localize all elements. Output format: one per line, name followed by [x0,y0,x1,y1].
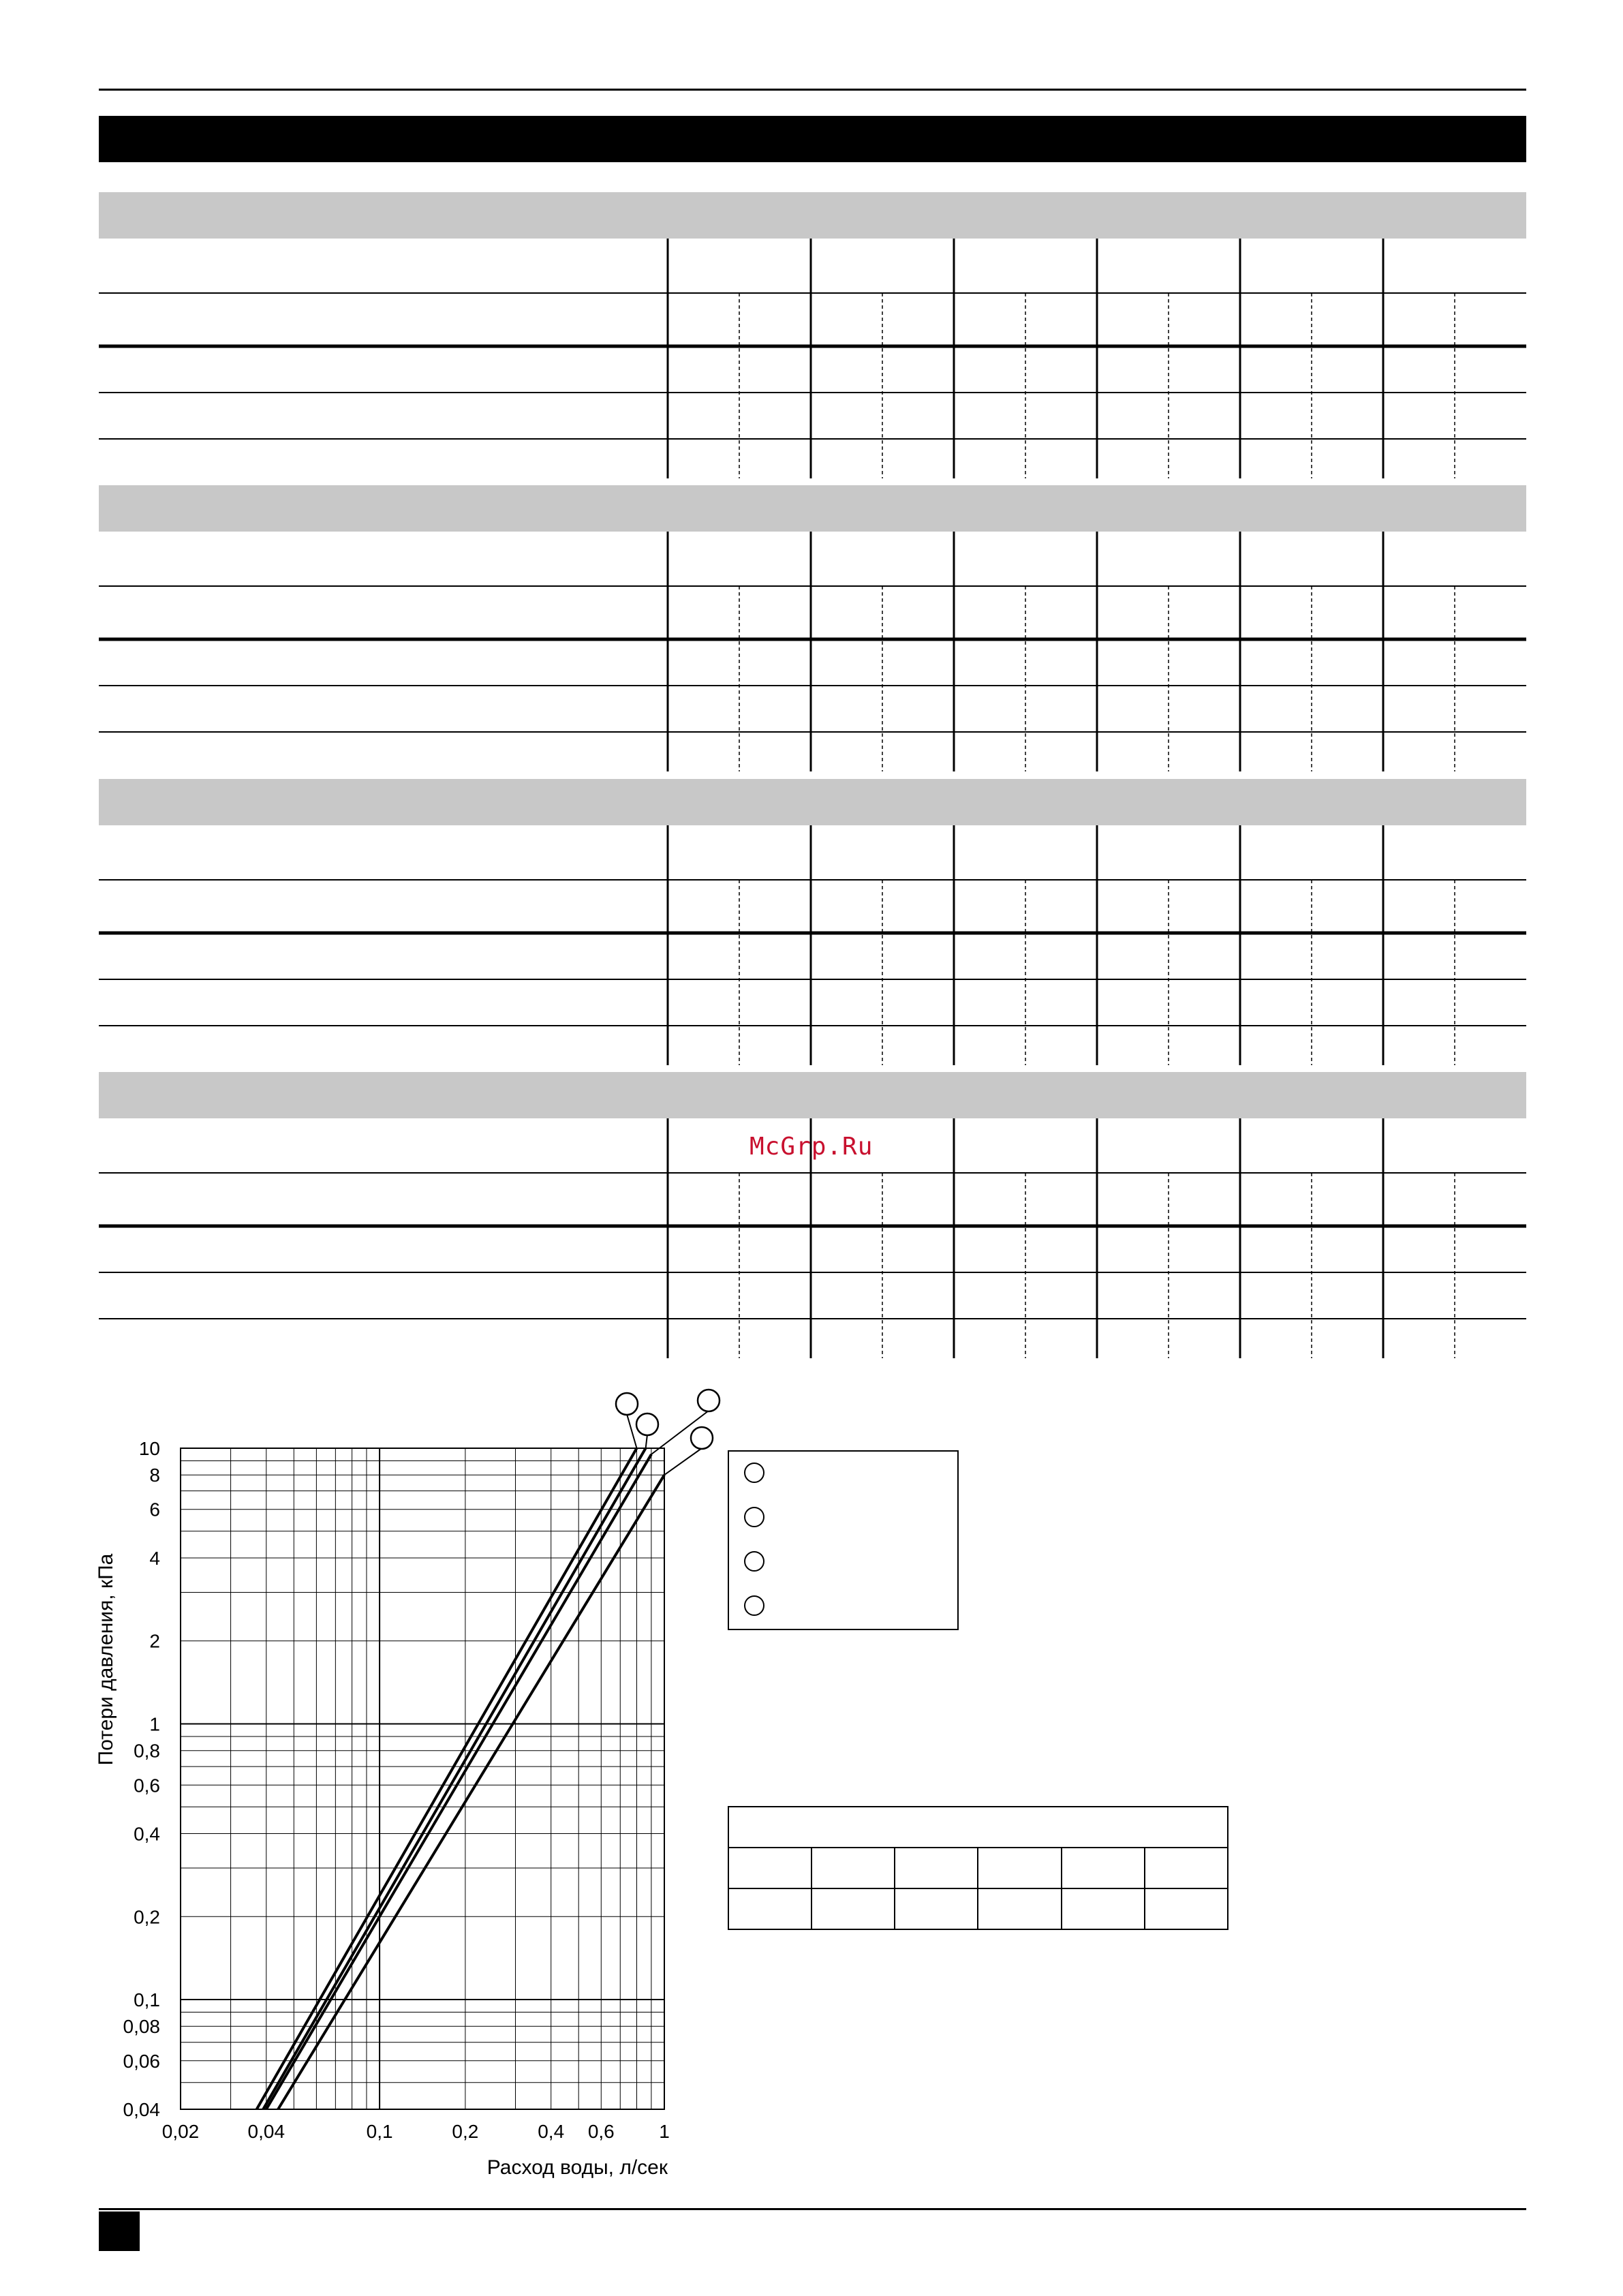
spec-table-section-3 [99,779,1526,1065]
x-tick-label: 0,6 [587,2121,615,2142]
series-line-1 [257,1448,637,2109]
x-tick-label: 1 [659,2121,670,2142]
legend-box [728,1450,959,1630]
x-tick-labels [162,2121,670,2142]
y-tick-label: 4 [149,1547,160,1569]
y-tick-labels [123,1438,161,2120]
y-tick-label: 0,04 [123,2099,160,2120]
y-axis-title: Потери давления, кПа [95,1553,117,1766]
y-tick-label: 10 [138,1438,160,1459]
title-bar [99,116,1526,162]
watermark-text: McGrp.Ru [749,1133,874,1161]
legend-marker-2 [744,1507,764,1527]
legend-marker-4 [744,1595,764,1616]
series-line-4 [278,1475,664,2109]
small-data-table [728,1806,1228,1930]
y-tick-label: 1 [149,1713,160,1735]
small-table-cell [978,1888,1061,1929]
small-table-cell [1145,1848,1228,1888]
small-table-cell [728,1888,812,1929]
small-table-row [728,1888,1228,1929]
x-tick-label: 0,2 [452,2121,479,2142]
curve-marker-circle-2 [636,1413,658,1435]
small-table-cell [895,1888,978,1929]
legend-marker-1 [744,1463,764,1483]
y-tick-label: 2 [149,1630,160,1652]
series-line-2 [263,1448,645,2109]
section-header-band [99,779,1526,825]
chart-grid [181,1448,664,2109]
small-table-header-cell [728,1807,1228,1848]
small-table-cell [978,1848,1061,1888]
plot-frame [181,1448,664,2109]
x-tick-label: 0,04 [247,2121,285,2142]
y-tick-label: 0,08 [123,2016,160,2038]
x-tick-label: 0,4 [538,2121,565,2142]
y-tick-label: 0,06 [123,2050,160,2072]
small-table-row [728,1848,1228,1888]
spec-table-section-4 [99,1072,1526,1358]
small-table-cell [1062,1848,1145,1888]
legend-marker-3 [744,1551,764,1572]
curve-marker-leader-1 [627,1414,637,1448]
y-tick-label: 0,8 [134,1740,160,1762]
chart-curve-markers [616,1390,720,1475]
section-header-band [99,485,1526,532]
section-header-band [99,1072,1526,1118]
spec-table-section-2 [99,485,1526,771]
y-tick-label: 0,2 [134,1906,160,1928]
x-axis-title: Расход воды, л/сек [486,2156,668,2179]
small-table-cell [812,1888,895,1929]
small-table-cell [895,1848,978,1888]
chart-series [257,1448,664,2109]
chart-svg [0,1370,749,2188]
y-tick-label: 8 [149,1465,160,1486]
x-tick-label: 0,1 [366,2121,393,2142]
curve-marker-leader-2 [646,1435,647,1448]
bottom-rule [99,2208,1526,2210]
pressure-loss-chart [0,1370,749,2188]
y-tick-label: 0,4 [134,1823,160,1845]
small-table-cell [1145,1888,1228,1929]
page-number-marker [99,2211,140,2251]
spec-table-section-1 [99,192,1526,478]
small-table-header-row [728,1807,1228,1848]
small-table-cell [1062,1888,1145,1929]
section-header-band [99,192,1526,239]
y-tick-label: 0,6 [134,1775,160,1796]
curve-marker-leader-4 [664,1448,702,1475]
series-line-3 [266,1454,651,2109]
curve-marker-circle-4 [691,1427,713,1449]
y-tick-label: 0,1 [134,1989,160,2011]
curve-marker-circle-1 [616,1393,638,1415]
y-tick-label: 6 [149,1499,160,1520]
small-table-cell [728,1848,812,1888]
top-rule [99,89,1526,91]
curve-marker-circle-3 [698,1390,720,1411]
x-tick-label: 0,02 [161,2121,200,2142]
small-table-cell [812,1848,895,1888]
